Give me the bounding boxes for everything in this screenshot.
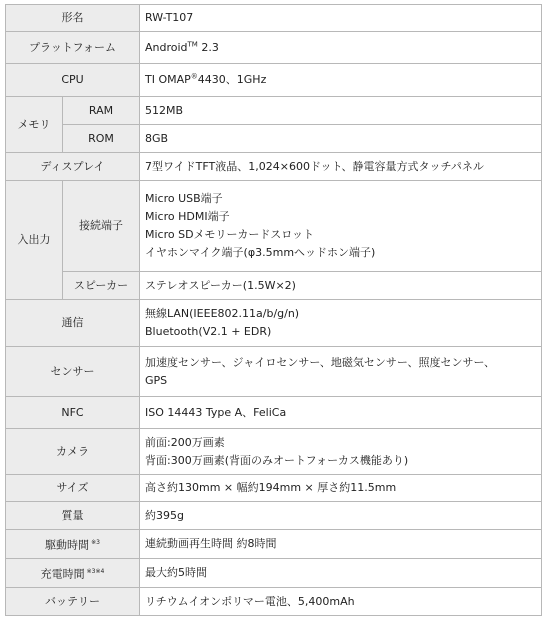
spec-row-charge-time: [6, 559, 542, 588]
label-text: 充電時間: [40, 567, 85, 581]
spec-value: 高さ約130mm × 幅約194mm × 厚さ約11.5mm: [140, 475, 542, 502]
port-line: Micro HDMI端子: [145, 210, 230, 223]
port-line: イヤホンマイク端子(φ3.5mmヘッドホン端子): [145, 246, 376, 259]
comm-line: 無線LAN(IEEE802.11a/b/g/n): [145, 307, 300, 320]
sensor-line: 加速度センサー、ジャイロセンサー、地磁気センサー、照度センサー、: [145, 355, 496, 369]
spec-row-nfc: [6, 397, 542, 429]
port-line: Micro SDメモリーカードスロット: [145, 228, 315, 241]
spec-row-size: [6, 475, 542, 502]
spec-label: カメラ: [6, 429, 140, 475]
spec-row-ports: [6, 181, 542, 272]
spec-value: 連続動画再生時間 約8時間: [140, 530, 542, 559]
spec-sublabel: RAM: [63, 97, 140, 125]
spec-value: 7型ワイドTFT液晶、1,024×600ドット、静電容量方式タッチパネル: [140, 153, 542, 181]
spec-row-ram: [6, 97, 542, 125]
camera-line: 背面:300万画素(背面のみオートフォーカス機能あり): [145, 453, 409, 467]
spec-value: リチウムイオンポリマー電池、5,400mAh: [140, 588, 542, 616]
spec-value: [140, 429, 542, 475]
spec-label: 入出力: [6, 181, 63, 300]
spec-value: [140, 64, 542, 97]
spec-label: CPU: [6, 64, 140, 97]
spec-row-drive-time: [6, 530, 542, 559]
spec-label: メモリ: [6, 97, 63, 153]
spec-label: [6, 559, 140, 588]
os-name: Android: [145, 40, 188, 54]
spec-label: 形名: [6, 5, 140, 32]
spec-label: ディスプレイ: [6, 153, 140, 181]
spec-label: バッテリー: [6, 588, 140, 616]
spec-value: 約395g: [140, 502, 542, 530]
spec-row-weight: [6, 502, 542, 530]
spec-sublabel: スピーカー: [63, 272, 140, 300]
cpu-name: TI OMAP: [145, 73, 191, 86]
spec-row-comm: [6, 300, 542, 347]
spec-row-speaker: [6, 272, 542, 300]
label-text: 駆動時間: [45, 538, 90, 552]
spec-sublabel: 接続端子: [63, 181, 140, 272]
spec-label: [6, 530, 140, 559]
os-version: 2.3: [197, 40, 219, 54]
spec-row-platform: [6, 32, 542, 64]
spec-row-display: [6, 153, 542, 181]
spec-row-cpu: [6, 64, 542, 97]
spec-row-sensor: [6, 347, 542, 397]
trademark-mark: TM: [187, 39, 198, 48]
spec-row-rom: [6, 125, 542, 153]
spec-value: 512MB: [140, 97, 542, 125]
spec-value: RW-T107: [140, 5, 542, 32]
spec-value: ISO 14443 Type A、FeliCa: [140, 397, 542, 429]
spec-value: [140, 181, 542, 272]
spec-value: 最大約5時間: [140, 559, 542, 588]
spec-label: 質量: [6, 502, 140, 530]
spec-label: プラットフォーム: [6, 32, 140, 64]
spec-value: [140, 347, 542, 397]
cpu-detail: 4430、1GHz: [197, 73, 267, 86]
spec-label: センサー: [6, 347, 140, 397]
comm-line: Bluetooth(V2.1 + EDR): [145, 325, 272, 338]
registered-mark: ®: [190, 72, 198, 81]
spec-value: [140, 300, 542, 347]
spec-table: [5, 4, 542, 616]
camera-line: 前面:200万画素: [145, 435, 225, 449]
spec-value: [140, 32, 542, 64]
spec-value: ステレオスピーカー(1.5W×2): [140, 272, 542, 300]
footnote-mark: ※3: [91, 538, 100, 546]
spec-label: サイズ: [6, 475, 140, 502]
spec-value: 8GB: [140, 125, 542, 153]
spec-row-camera: [6, 429, 542, 475]
spec-label: 通信: [6, 300, 140, 347]
sensor-line: GPS: [145, 373, 168, 387]
spec-row-battery: [6, 588, 542, 616]
spec-label: NFC: [6, 397, 140, 429]
port-line: Micro USB端子: [145, 192, 223, 205]
spec-row-model: [6, 5, 542, 32]
footnote-mark: ※3※4: [86, 567, 105, 575]
spec-sublabel: ROM: [63, 125, 140, 153]
